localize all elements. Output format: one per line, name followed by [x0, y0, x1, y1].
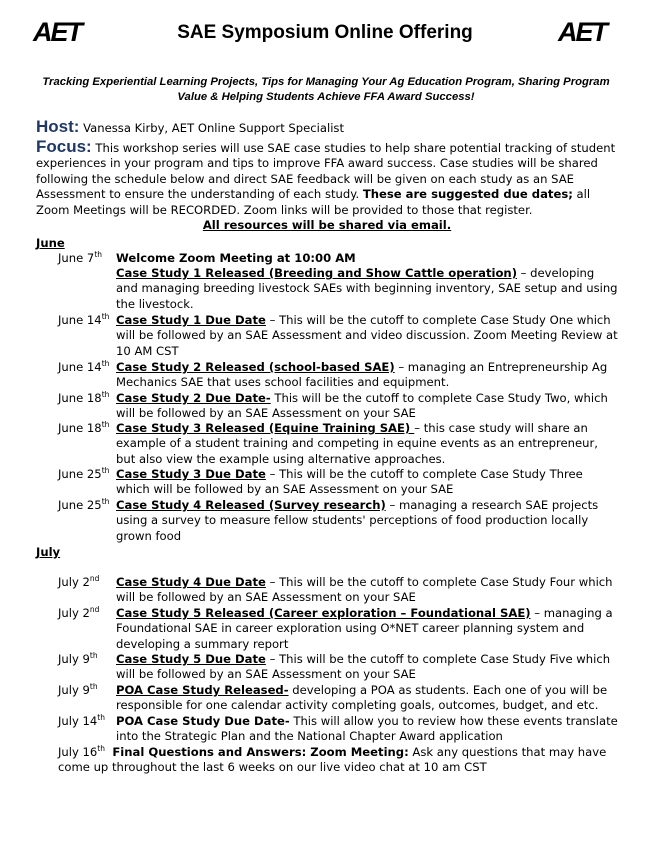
final-entry: [58, 745, 618, 776]
focus-bold-note: These are suggested due dates;: [362, 187, 573, 202]
entry-date: July 9th: [58, 682, 98, 697]
entry-text: – this case study will share an example of a student training and competing in equine events as an entrepreneur, but also view the example using alternative approaches.: [116, 421, 598, 466]
entry-text: Ask any questions that may have come up throughout the last 6 weeks on our live video chat at 10 am CST: [58, 745, 607, 775]
entry-text: – developing and managing breeding livestock SAEs with beginning inventory, SAE setup and using the livestock.: [116, 266, 618, 311]
entry-date: June 25th: [58, 466, 110, 481]
page-subtitle: Tracking Experiential Learning Projects, Tips for Managing Your Ag Education Program, Sharing Program Value & Helping Students Achieve FFA Award Success!: [42, 76, 610, 103]
entry-text: – This will be the cutoff to complete Case Study One which will be followed by an SAE Assessment and video discussion. Zoom Meeting Review at 10 AM CST: [116, 313, 618, 358]
schedule-entry: [36, 313, 618, 359]
entry-heading: POA Case Study Released-: [116, 683, 289, 697]
entry-text: – This will be the cutoff to complete Case Study Three which will be followed by an SAE Assessment on your SAE: [116, 467, 583, 497]
entry-date: July 2nd: [58, 605, 100, 620]
entry-text: – managing an Entrepreneurship Ag Mechanics SAE that uses school facilities and equipment.: [116, 360, 608, 390]
schedule-entry: [36, 683, 618, 714]
host-label: Host:: [36, 117, 80, 136]
entry-date: July 9th: [58, 651, 98, 666]
schedule-entry: [36, 421, 618, 467]
entry-heading: Case Study 2 Released (school-based SAE): [116, 360, 395, 374]
schedule-entry: [36, 467, 618, 498]
entry-date: June 18th: [58, 420, 110, 435]
entry-heading: Case Study 4 Released (Survey research): [116, 498, 386, 512]
entry-text: – managing a research SAE projects using a survey to measure fellow students' perceptions of food production locally grown food: [116, 498, 599, 543]
page-title: SAE Symposium Online Offering: [177, 22, 473, 43]
entry-heading: Case Study 5 Released (Career exploration – Foundational SAE): [116, 606, 531, 620]
schedule-entry: [36, 575, 618, 606]
entry-heading: Case Study 3 Due Date: [116, 467, 266, 481]
entry-heading: POA Case Study Due Date-: [116, 714, 290, 728]
entry-text: – This will be the cutoff to complete Case Study Five which will be followed by an SAE Assessment on your SAE: [116, 652, 611, 682]
focus-label: Focus:: [36, 137, 92, 156]
entry-heading: Case Study 3 Released (Equine Training SAE): [116, 421, 415, 435]
schedule-entry: [36, 251, 618, 266]
host-text: Vanessa Kirby, AET Online Support Specialist: [79, 121, 345, 135]
aet-logo-right: AET: [558, 17, 606, 47]
month-heading-june: June: [36, 236, 65, 250]
entry-date: June 14th: [58, 312, 110, 327]
aet-logo-left: AET: [33, 17, 81, 47]
entry-date: June 18th: [58, 390, 110, 405]
focus-tail: all Zoom Meetings will be RECORDED. Zoom links will be provided to those that register.: [36, 187, 591, 217]
schedule-entry: [36, 606, 618, 652]
host-line: [36, 119, 616, 136]
schedule-entry: [36, 714, 618, 745]
entry-date: June 25th: [58, 497, 110, 512]
entry-text: – This will be the cutoff to complete Case Study Four which will be followed by an SAE Assessment on your SAE: [116, 575, 613, 605]
month-heading-july: July: [36, 545, 61, 559]
schedule-entry: [36, 360, 618, 391]
focus-paragraph: [36, 139, 618, 233]
entry-heading: Final Questions and Answers: Zoom Meeting:: [112, 745, 409, 759]
entry-date: July 16th: [58, 744, 105, 759]
schedule-entry: [36, 266, 618, 312]
entry-heading: Case Study 1 Released (Breeding and Show Cattle operation): [116, 266, 517, 280]
schedule-entry: [36, 498, 618, 544]
entry-heading: Case Study 5 Due Date: [116, 652, 266, 666]
entry-heading: Case Study 4 Due Date: [116, 575, 266, 589]
entry-date: July 2nd: [58, 574, 100, 589]
entry-text: – managing a Foundational SAE in career exploration using O*NET career planning system and developing a summary report: [116, 606, 613, 651]
entry-heading: Welcome Zoom Meeting at 10:00 AM: [116, 251, 356, 265]
schedule-entry: [36, 652, 618, 683]
entry-date: June 7th: [58, 250, 103, 265]
entry-text: developing a POA as students. Each one of you will be responsible for one calendar activity completing goals, outcomes, budget, and etc.: [116, 683, 608, 713]
entry-text: This will allow you to review how these events translate into the Strategic Plan and the National Chapter Award application: [116, 714, 618, 744]
resources-note: All resources will be shared via email.: [202, 218, 452, 233]
focus-text: This workshop series will use SAE case studies to help share potential tracking of student experiences in your program and tips to improve FFA award success. Case studies will be shared following the schedule below and direct SAE feedback will be given on each study as an SAE Assessment to ensure the understanding of each study.: [36, 141, 616, 202]
entry-date: June 14th: [58, 359, 110, 374]
entry-heading: Case Study 2 Due Date-: [116, 391, 271, 405]
entry-date: July 14th: [58, 713, 105, 728]
entry-text: This will be the cutoff to complete Case Study Two, which will be followed by an SAE Assessment on your SAE: [116, 391, 608, 421]
schedule-entry: [36, 391, 618, 422]
entry-heading: Case Study 1 Due Date: [116, 313, 266, 327]
